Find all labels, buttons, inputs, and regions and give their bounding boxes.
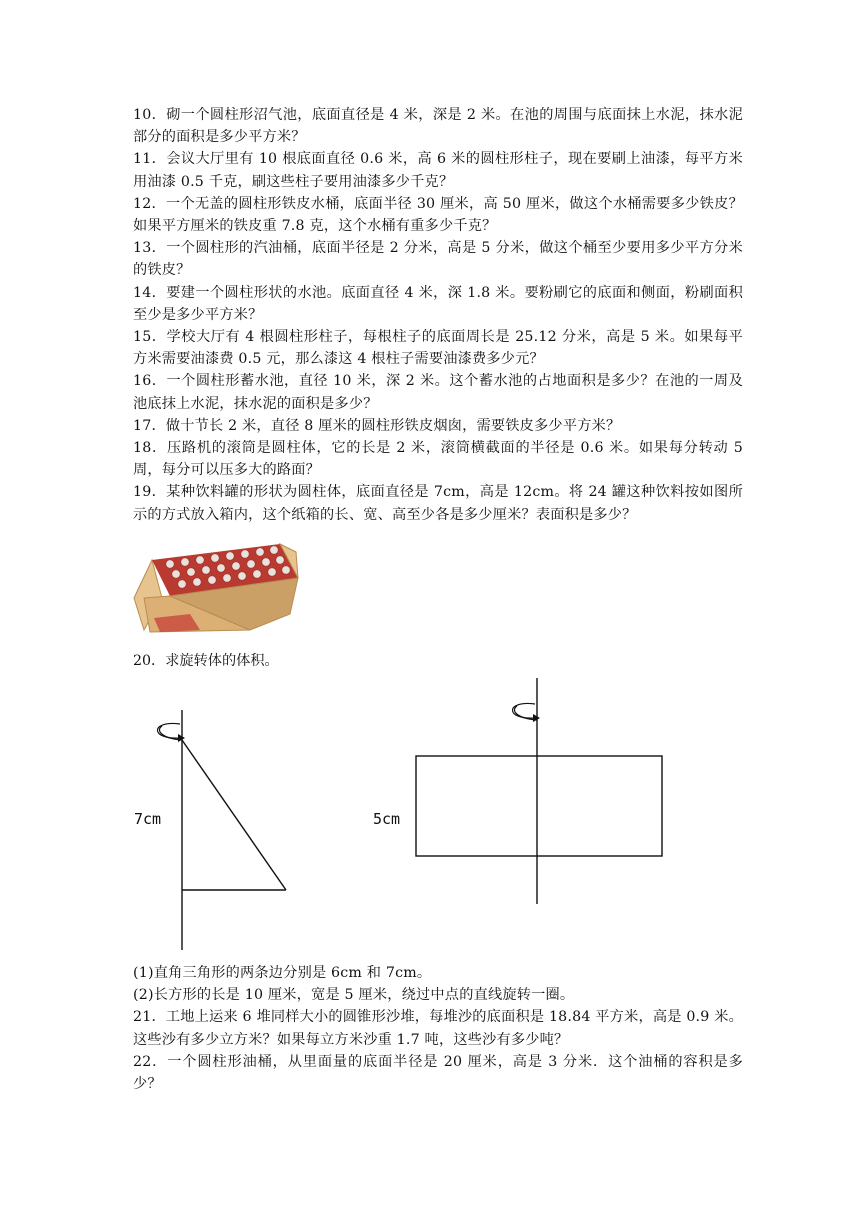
- problem-11: 11．会议大厅里有 10 根底面直径 0.6 米，高 6 米的圆柱形柱子，现在要刷上油漆，每平方米用油漆 0.5 千克，刷这些柱子要用油漆多少千克？: [133, 151, 743, 190]
- rectangle-figure: [365, 676, 675, 908]
- problem-13: 13．一个圆柱形的汽油桶，底面半径是 2 分米，高是 5 分米，做这个桶至少要用多少平方分米的铁皮？: [133, 240, 743, 279]
- problem-12: 12．一个无盖的圆柱形铁皮水桶，底面半径 30 厘米，高 50 厘米，做这个水桶需要多少铁皮？如果平方厘米的铁皮重 7.8 克，这个水桶有重多少千克？: [133, 195, 743, 235]
- problem-20-title: 20．求旋转体的体积。: [133, 653, 279, 669]
- rotation-arrow-icon: [513, 703, 536, 718]
- problem-18: 18．压路机的滚筒是圆柱体，它的长是 2 米，滚筒横截面的半径是 0.6 米。如果每分转动 5 周，每分可以压多大的路面？: [133, 440, 743, 479]
- triangle-figure: [130, 700, 300, 955]
- problem-20-sub2: (2)长方形的长是 10 厘米，宽是 5 厘米，绕过中点的直线旋转一圈。: [133, 987, 575, 1004]
- problem-19: 19．某种饮料罐的形状为圆柱体，底面直径是 7cm，高是 12cm。将 24 罐这种饮料按如图所示的方式放入箱内，这个纸箱的长、宽、高至少各是多少厘米？表面积是多少？: [133, 484, 743, 523]
- rotation-arrow-icon: [158, 723, 181, 738]
- problem-15: 15．学校大厅有 4 根圆柱形柱子，每根柱子的底面周长是 25.12 分米，高是 5 米。如果每平方米需要油漆费 0.5 元，那么漆这 4 根柱子需要油漆费多少元？: [133, 329, 743, 368]
- problem-list: [133, 104, 743, 526]
- problem-16: 16．一个圆柱形蓄水池，直径 10 米，深 2 米。这个蓄水池的占地面积是多少？在池的一周及池底抹上水泥，抹水泥的面积是多少？: [133, 373, 743, 412]
- triangle-height-label: 7cm: [134, 810, 162, 828]
- problem-21: 21．工地上运来 6 堆同样大小的圆锥形沙堆，每堆沙的底面积是 18.84 平方米，高是 0.9 米。这些沙有多少立方米？如果每立方米沙重 1.7 吨，这些沙有多少吨？: [133, 1009, 743, 1048]
- problem-22: 22．一个圆柱形油桶，从里面量的底面半径是 20 厘米，高是 3 分米．这个油桶的容积是多少？: [133, 1053, 743, 1093]
- problem-17: 17．做十节长 2 米，直径 8 厘米的圆柱形铁皮烟囱，需要铁皮多少平方米？: [133, 417, 621, 434]
- problem-14: 14．要建一个圆柱形状的水池。底面直径 4 米，深 1.8 米。要粉刷它的底面和侧面，粉刷面积至少是多少平方米？: [133, 284, 743, 323]
- can-box-image: [130, 538, 300, 634]
- rectangle-width-label: 5cm: [373, 810, 401, 828]
- problem-20-sub1: (1)直角三角形的两条边分别是 6cm 和 7cm。: [133, 965, 432, 981]
- problem-20-subparts-and-later: [133, 962, 743, 1095]
- problem-10: 10．砌一个圆柱形沼气池，底面直径是 4 米，深是 2 米。在池的周围与底面抹上水泥，抹水泥部分的面积是多少平方米？: [133, 107, 743, 146]
